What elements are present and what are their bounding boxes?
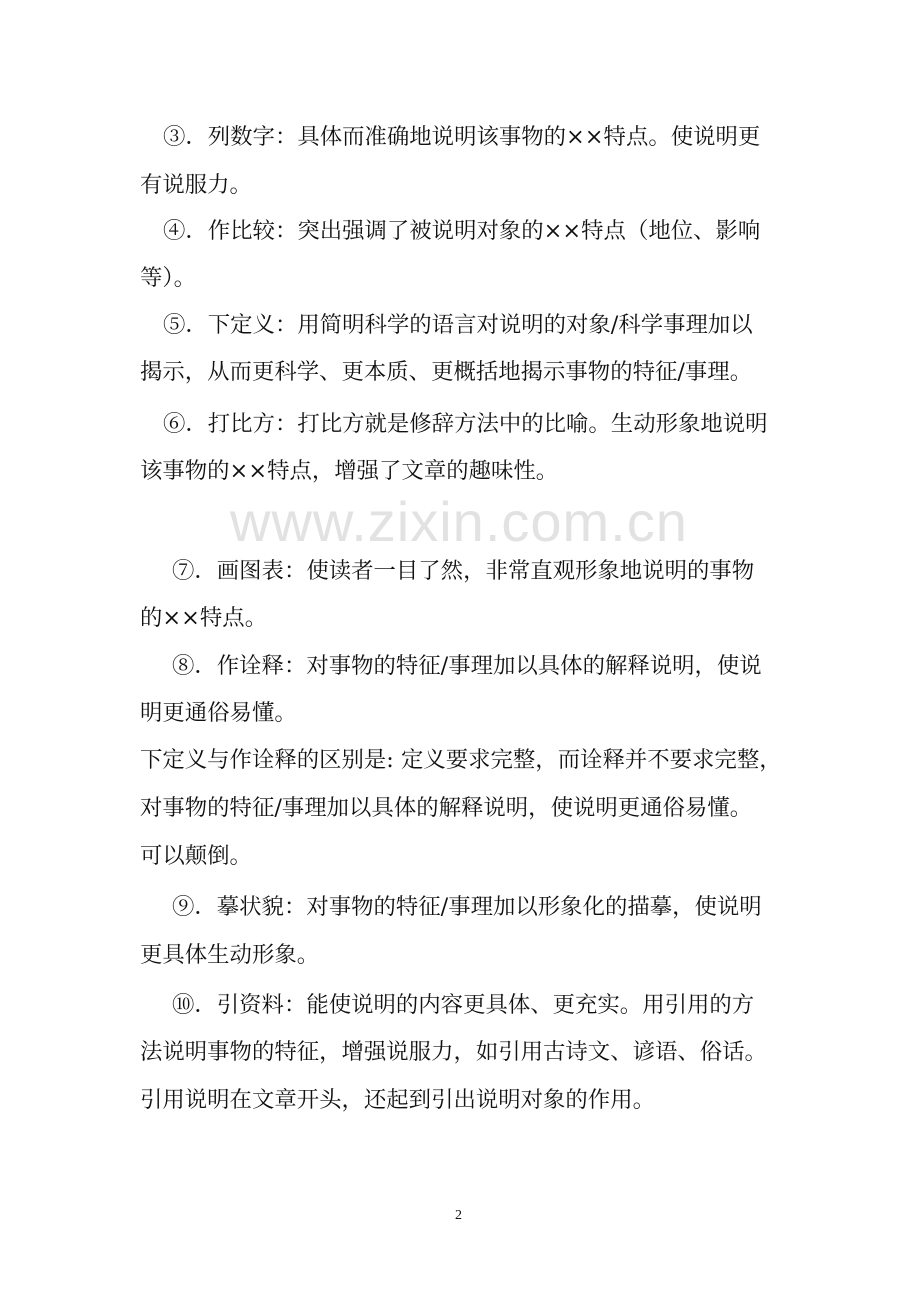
text-line: ③．列数字：具体而准确地说明该事物的××特点。使说明更 (163, 124, 761, 150)
text-line: 引用说明在文章开头，还起到引出说明对象的作用。 (140, 1087, 655, 1113)
page-number: 2 (455, 1208, 462, 1223)
text-line: 明更通俗易懂。 (140, 700, 297, 726)
text-line: ⑦．画图表：使读者一目了然，非常直观形象地说明的事物 (172, 558, 755, 584)
text-line: 揭示，从而更科学、更本质、更概括地揭示事物的特征/事理。 (140, 359, 753, 385)
text-line: 的××特点。 (140, 605, 268, 631)
text-line: 该事物的××特点，增强了文章的趣味性。 (140, 458, 559, 484)
text-line: ⑩．引资料：能使说明的内容更具体、更充实。用引用的方 (172, 992, 755, 1018)
text-line: ⑨．摹状貌：对事物的特征/事理加以形象化的描摹，使说明 (172, 894, 762, 920)
text-line: 对事物的特征/事理加以具体的解释说明，使说明更通俗易懂。 (140, 795, 753, 821)
text-line: ⑤．下定义：用简明科学的语言对说明的对象/科学事理加以 (163, 312, 753, 338)
text-line: 等）。 (140, 265, 196, 291)
text-line: 更具体生动形象。 (140, 942, 320, 968)
text-line: 有说服力。 (140, 172, 252, 198)
text-line: ④．作比较：突出强调了被说明对象的××特点（地位、影响 (163, 218, 761, 244)
text-line: ⑥．打比方：打比方就是修辞方法中的比喻。生动形象地说明 (163, 411, 768, 437)
text-line: 下定义与作诠释的区别是: 定义要求完整，而诠释并不要求完整， (140, 747, 782, 773)
text-line: ⑧．作诠释：对事物的特征/事理加以具体的解释说明，使说 (172, 653, 762, 679)
text-line: 可以颠倒。 (140, 843, 252, 869)
text-line: 法说明事物的特征，增强说服力，如引用古诗文、谚语、俗话。 (140, 1039, 767, 1065)
watermark: www.zixin.com.cn (230, 490, 688, 553)
